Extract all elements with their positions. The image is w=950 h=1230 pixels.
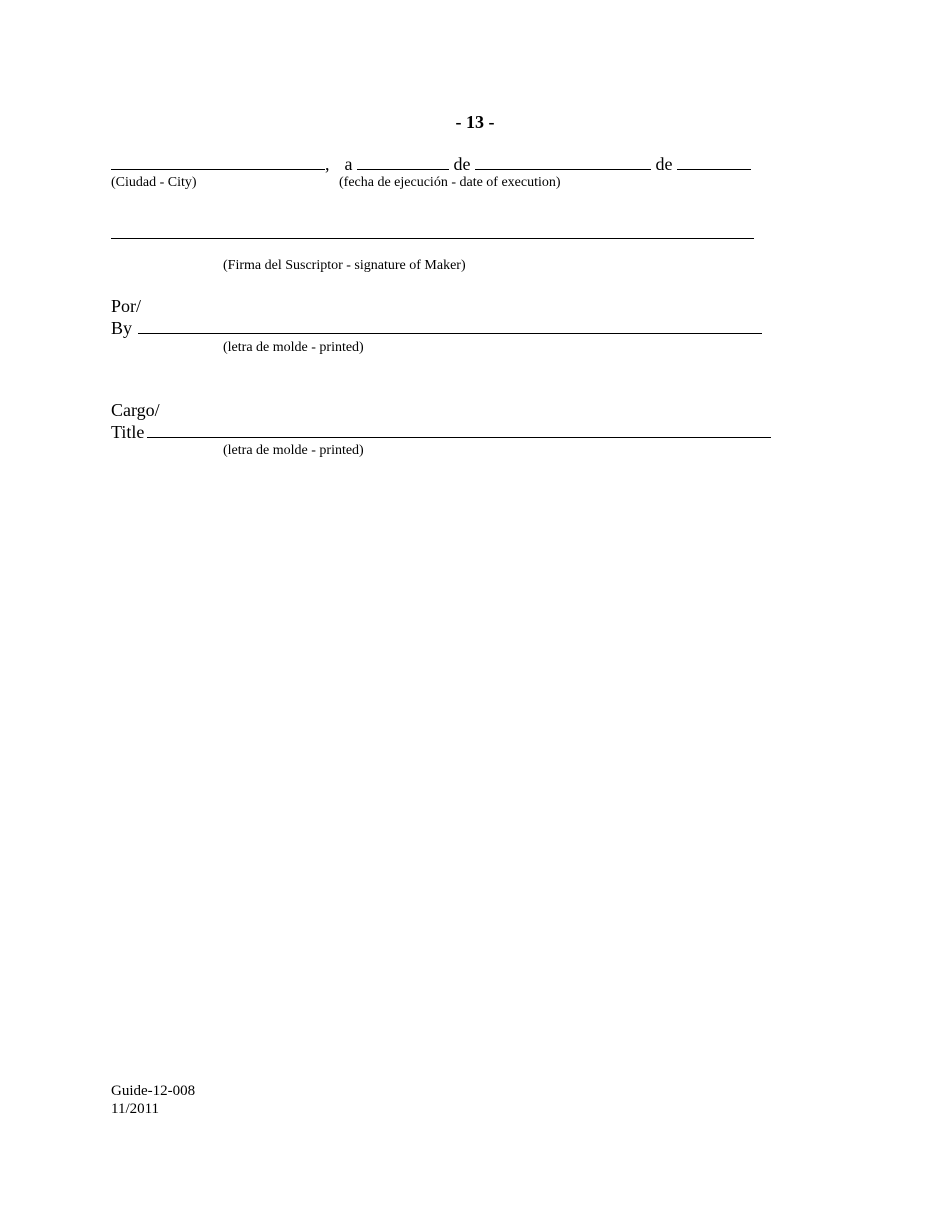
date-line-de-label-2: de bbox=[655, 154, 673, 174]
title-blank[interactable] bbox=[147, 424, 771, 438]
date-line-comma: , bbox=[325, 154, 330, 174]
city-caption: (Ciudad - City) bbox=[111, 175, 197, 190]
date-line-de-label-1: de bbox=[453, 154, 471, 174]
signature-caption: (Firma del Suscriptor - signature of Maker) bbox=[223, 258, 466, 273]
date-line-a-label: a bbox=[344, 154, 353, 174]
by-label-es: Por/ bbox=[111, 296, 142, 316]
by-blank[interactable] bbox=[138, 320, 762, 334]
title-label-en: Title bbox=[111, 422, 145, 442]
title-caption: (letra de molde - printed) bbox=[223, 443, 364, 458]
year-blank[interactable] bbox=[677, 155, 751, 170]
date-line bbox=[111, 154, 751, 175]
day-blank[interactable] bbox=[357, 155, 449, 170]
by-label-en: By bbox=[111, 318, 133, 338]
date-caption: (fecha de ejecución - date of execution) bbox=[339, 175, 561, 190]
signature-line[interactable] bbox=[111, 238, 754, 239]
footer-guide-id: Guide-12-008 bbox=[111, 1083, 196, 1099]
title-label-es: Cargo/ bbox=[111, 400, 160, 420]
page-number: - 13 - bbox=[455, 112, 495, 132]
by-caption: (letra de molde - printed) bbox=[223, 340, 364, 355]
footer-date: 11/2011 bbox=[111, 1101, 160, 1117]
city-blank[interactable] bbox=[111, 155, 325, 170]
month-blank[interactable] bbox=[475, 155, 651, 170]
